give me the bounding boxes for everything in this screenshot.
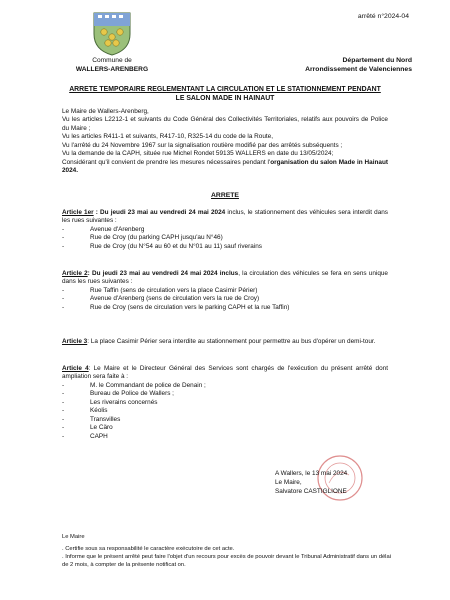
article-1-item: - Rue de Croy (du parking CAPH jusqu'au N°46) bbox=[62, 234, 388, 242]
commune-crest-logo bbox=[92, 10, 132, 56]
title-line-1: ARRETE TEMPORAIRE REGLEMENTANT LA CIRCULATION ET LE STATIONNEMENT PENDANT bbox=[69, 86, 381, 93]
signature-block bbox=[275, 470, 395, 496]
article-1-item: - Avenue d'Arenberg bbox=[62, 226, 388, 234]
arrete-reference: arrêté n°2024-04 bbox=[357, 13, 409, 20]
article-4-item: - Les riverains concernés bbox=[62, 399, 388, 407]
footer-title: Le Maire bbox=[62, 534, 85, 540]
department-name: Département du Nord bbox=[342, 57, 412, 64]
consideration-line: Vu les articles R411-1 et suivants, R417-10, R325-14 du code de la Route, bbox=[62, 133, 274, 141]
consideration-text: Considérant qu'il convient de prendre les mesures nécessaires pendant l' bbox=[62, 158, 271, 166]
article-1-label: Article 1er bbox=[62, 209, 94, 216]
arrete-heading: ARRETE bbox=[211, 192, 239, 199]
title-line-2: LE SALON MADE IN HAINAUT bbox=[175, 94, 275, 102]
article-2-item: - Avenue d'Arenberg (sens de circulation vers la rue de Croy) bbox=[62, 295, 388, 303]
article-3-label: Article 3 bbox=[62, 338, 88, 345]
article-4-label: Article 4 bbox=[62, 365, 89, 372]
arrondissement-name: Arrondissement de Valenciennes bbox=[305, 65, 412, 73]
department-block bbox=[262, 57, 412, 75]
article-4 bbox=[62, 365, 388, 441]
article-3-text: : La place Casimir Périer sera interdite au stationnement pour permettre au bus d'opérer un demi-tour. bbox=[87, 338, 376, 345]
footer-line: . Certifie sous sa responsabilité le caractère exécutoire de cet acte. bbox=[62, 545, 235, 552]
consideration-last bbox=[62, 159, 388, 176]
article-4-item: - Kéolis bbox=[62, 407, 388, 415]
article-1-item: - Rue de Croy (du N°54 au 60 et du N°01 au 11) sauf riverains bbox=[62, 243, 388, 251]
article-2-text: , la circulation des véhicules se fera en sens unique dans les rues suivantes : bbox=[62, 270, 388, 286]
footer-notice bbox=[62, 534, 392, 570]
consideration-bold: organisation du salon Made in Hainaut 2024. bbox=[62, 158, 388, 175]
article-4-item: - Transvilles bbox=[62, 416, 388, 424]
signature-name: Salvatore CASTIGLIONE bbox=[275, 487, 347, 495]
footer-line: . Informe que le présent arrêté peut faire l'objet d'un recours pour excès de pouvoir devant le Tribunal Administratif dans un délai de 2 mois, à compter de la présente notificat on. bbox=[62, 553, 391, 568]
signature-place-date: A Wallers, le 13 mai 2024 bbox=[275, 470, 348, 477]
article-4-item: - Bureau de Police de Wallers ; bbox=[62, 390, 388, 398]
article-1-dates: : Du jeudi 23 mai au vendredi 24 mai 2024 bbox=[93, 209, 226, 216]
article-2 bbox=[62, 270, 388, 312]
considerations bbox=[62, 108, 388, 176]
commune-block bbox=[64, 57, 160, 74]
article-2-item: - Rue de Croy (sens de circulation vers le parking CAPH et la rue Taffin) bbox=[62, 304, 388, 312]
consideration-line: Vu l'arrêté du 24 Novembre 1967 sur la signalisation routière modifié par des arrêtés subséquents ; bbox=[62, 141, 343, 149]
article-2-label: Article 2 bbox=[62, 270, 88, 277]
commune-label: Commune de bbox=[92, 57, 132, 64]
consideration-line: Vu les articles L2212-1 et suivants du Code Général des Collectivités Territoriales, relatifs aux pouvoirs de Police du Maire ; bbox=[62, 116, 388, 132]
article-3 bbox=[62, 338, 388, 346]
article-2-dates: : Du jeudi 23 mai au vendredi 24 mai 2024 inclus bbox=[87, 270, 239, 277]
article-4-text: : Le Maire et le Directeur Général des Services sont chargés de l'exécution du présent arrêté dont ampliation sera faite à : bbox=[62, 365, 388, 381]
article-1-text: inclus, le stationnement des véhicules sera interdit dans les rues suivantes : bbox=[62, 209, 389, 225]
article-4-item: - CAPH bbox=[62, 433, 388, 441]
article-4-item: - M. le Commandant de police de Denain ; bbox=[62, 382, 388, 390]
document-title bbox=[62, 86, 388, 104]
article-4-item: - Le Cäro bbox=[62, 424, 388, 432]
consideration-line: Le Maire de Wallers-Arenberg, bbox=[62, 108, 149, 115]
signature-role: Le Maire, bbox=[275, 478, 302, 486]
commune-name: WALLERS-ARENBERG bbox=[75, 65, 149, 73]
article-2-item: - Rue Taffin (sens de circulation vers la place Casimir Périer) bbox=[62, 287, 388, 295]
article-1 bbox=[62, 209, 388, 251]
consideration-line: Vu la demande de la CAPH, située rue Michel Rondet 59135 WALLERS en date du 13/05/2024; bbox=[62, 150, 334, 158]
